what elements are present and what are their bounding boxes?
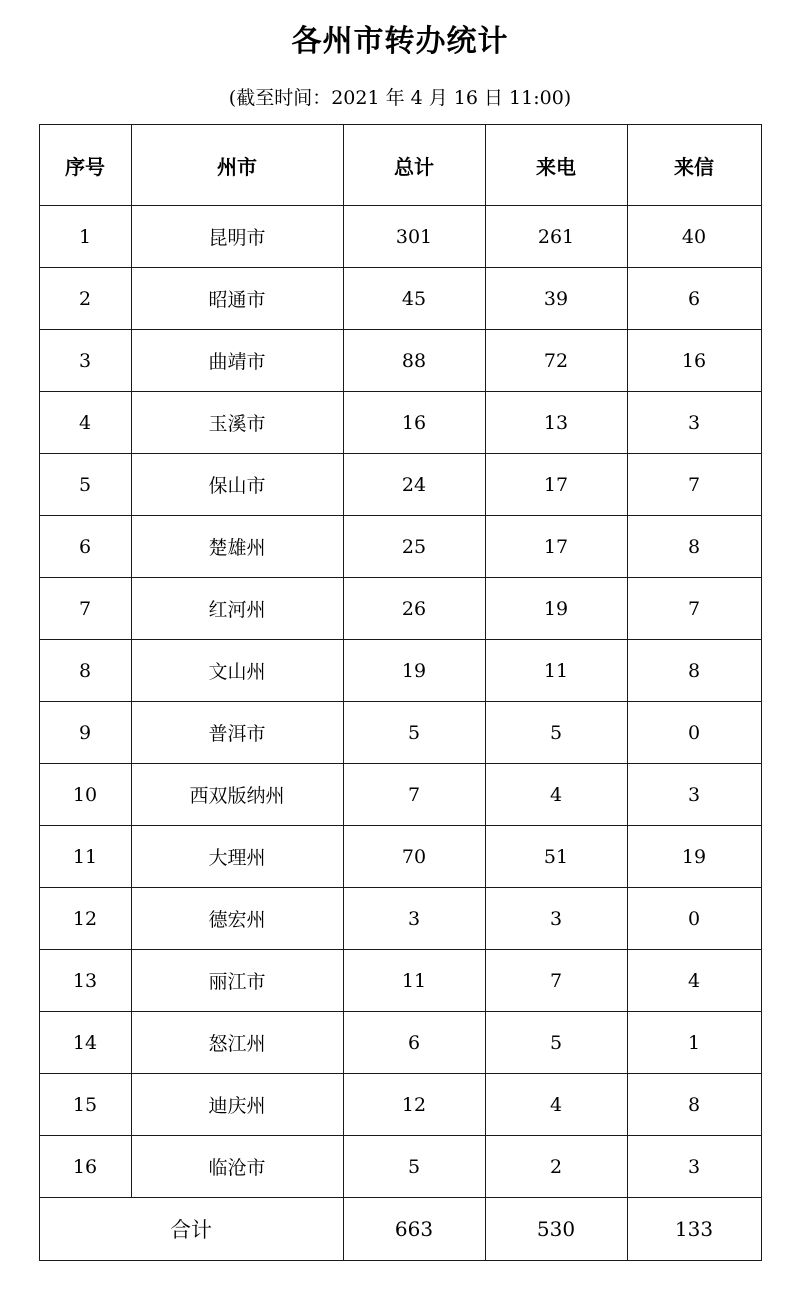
cell-mail: 0 — [627, 702, 761, 764]
cell-mail: 8 — [627, 640, 761, 702]
cell-mail: 16 — [627, 330, 761, 392]
cell-mail: 8 — [627, 1074, 761, 1136]
cell-total: 301 — [343, 206, 485, 268]
cell-call: 261 — [485, 206, 627, 268]
cell-call: 19 — [485, 578, 627, 640]
cell-call: 7 — [485, 950, 627, 1012]
cell-mail: 4 — [627, 950, 761, 1012]
cell-index: 15 — [39, 1074, 131, 1136]
cell-city: 西双版纳州 — [131, 764, 343, 826]
cell-city: 大理州 — [131, 826, 343, 888]
cell-index: 13 — [39, 950, 131, 1012]
cell-mail: 8 — [627, 516, 761, 578]
cell-mail: 3 — [627, 1136, 761, 1198]
cell-index: 1 — [39, 206, 131, 268]
cell-total: 45 — [343, 268, 485, 330]
table-row — [39, 888, 761, 950]
cell-city: 丽江市 — [131, 950, 343, 1012]
table-header-row — [39, 125, 761, 206]
cell-call: 72 — [485, 330, 627, 392]
column-header-total: 总计 — [343, 125, 485, 206]
cell-city: 德宏州 — [131, 888, 343, 950]
cell-city: 昭通市 — [131, 268, 343, 330]
table-row — [39, 454, 761, 516]
cell-mail: 3 — [627, 764, 761, 826]
cell-index: 7 — [39, 578, 131, 640]
cell-mail: 7 — [627, 454, 761, 516]
cell-mail: 1 — [627, 1012, 761, 1074]
table-body — [39, 206, 761, 1198]
column-header-city: 州市 — [131, 125, 343, 206]
column-header-index: 序号 — [39, 125, 131, 206]
cell-city: 保山市 — [131, 454, 343, 516]
cell-total: 6 — [343, 1012, 485, 1074]
cell-mail: 7 — [627, 578, 761, 640]
cell-total: 70 — [343, 826, 485, 888]
cell-index: 9 — [39, 702, 131, 764]
total-label: 合计 — [39, 1198, 343, 1261]
cell-city: 楚雄州 — [131, 516, 343, 578]
cell-mail: 19 — [627, 826, 761, 888]
cell-index: 16 — [39, 1136, 131, 1198]
cell-call: 51 — [485, 826, 627, 888]
cell-call: 2 — [485, 1136, 627, 1198]
table-row — [39, 330, 761, 392]
table-row — [39, 702, 761, 764]
cell-city: 临沧市 — [131, 1136, 343, 1198]
table-total-row — [39, 1198, 761, 1261]
cell-index: 8 — [39, 640, 131, 702]
total-call: 530 — [485, 1198, 627, 1261]
page-title: 各州市转办统计 — [291, 24, 509, 59]
cell-total: 25 — [343, 516, 485, 578]
table-row — [39, 1012, 761, 1074]
cell-total: 26 — [343, 578, 485, 640]
cell-index: 14 — [39, 1012, 131, 1074]
cell-index: 5 — [39, 454, 131, 516]
cell-call: 5 — [485, 1012, 627, 1074]
statistics-table — [39, 124, 762, 1261]
cell-total: 88 — [343, 330, 485, 392]
cell-city: 昆明市 — [131, 206, 343, 268]
cell-city: 怒江州 — [131, 1012, 343, 1074]
cell-mail: 6 — [627, 268, 761, 330]
cell-call: 39 — [485, 268, 627, 330]
cell-total: 19 — [343, 640, 485, 702]
cell-call: 4 — [485, 1074, 627, 1136]
cell-call: 5 — [485, 702, 627, 764]
cell-total: 11 — [343, 950, 485, 1012]
table-row — [39, 268, 761, 330]
cell-call: 17 — [485, 516, 627, 578]
cell-total: 12 — [343, 1074, 485, 1136]
cell-total: 24 — [343, 454, 485, 516]
cell-index: 6 — [39, 516, 131, 578]
table-row — [39, 206, 761, 268]
document-page — [0, 22, 800, 1303]
cell-index: 11 — [39, 826, 131, 888]
cell-call: 4 — [485, 764, 627, 826]
table-row — [39, 950, 761, 1012]
page-subtitle: (截至时间：2021 年 4 月 16 日 11:00) — [228, 87, 572, 109]
cell-index: 3 — [39, 330, 131, 392]
cell-total: 7 — [343, 764, 485, 826]
cell-city: 文山州 — [131, 640, 343, 702]
table-row — [39, 516, 761, 578]
cell-call: 17 — [485, 454, 627, 516]
cell-index: 12 — [39, 888, 131, 950]
column-header-call: 来电 — [485, 125, 627, 206]
cell-city: 迪庆州 — [131, 1074, 343, 1136]
cell-total: 5 — [343, 1136, 485, 1198]
table-row — [39, 764, 761, 826]
cell-index: 4 — [39, 392, 131, 454]
cell-index: 2 — [39, 268, 131, 330]
cell-total: 5 — [343, 702, 485, 764]
cell-city: 玉溪市 — [131, 392, 343, 454]
table-row — [39, 826, 761, 888]
cell-mail: 3 — [627, 392, 761, 454]
cell-call: 3 — [485, 888, 627, 950]
cell-mail: 0 — [627, 888, 761, 950]
column-header-mail: 来信 — [627, 125, 761, 206]
cell-city: 曲靖市 — [131, 330, 343, 392]
table-row — [39, 1136, 761, 1198]
cell-total: 3 — [343, 888, 485, 950]
table-footer — [39, 1198, 761, 1261]
table-row — [39, 578, 761, 640]
cell-city: 普洱市 — [131, 702, 343, 764]
cell-total: 16 — [343, 392, 485, 454]
table-row — [39, 640, 761, 702]
cell-call: 11 — [485, 640, 627, 702]
total-total: 663 — [343, 1198, 485, 1261]
cell-mail: 40 — [627, 206, 761, 268]
cell-city: 红河州 — [131, 578, 343, 640]
cell-index: 10 — [39, 764, 131, 826]
cell-call: 13 — [485, 392, 627, 454]
total-mail: 133 — [627, 1198, 761, 1261]
table-header — [39, 125, 761, 206]
table-row — [39, 392, 761, 454]
table-row — [39, 1074, 761, 1136]
